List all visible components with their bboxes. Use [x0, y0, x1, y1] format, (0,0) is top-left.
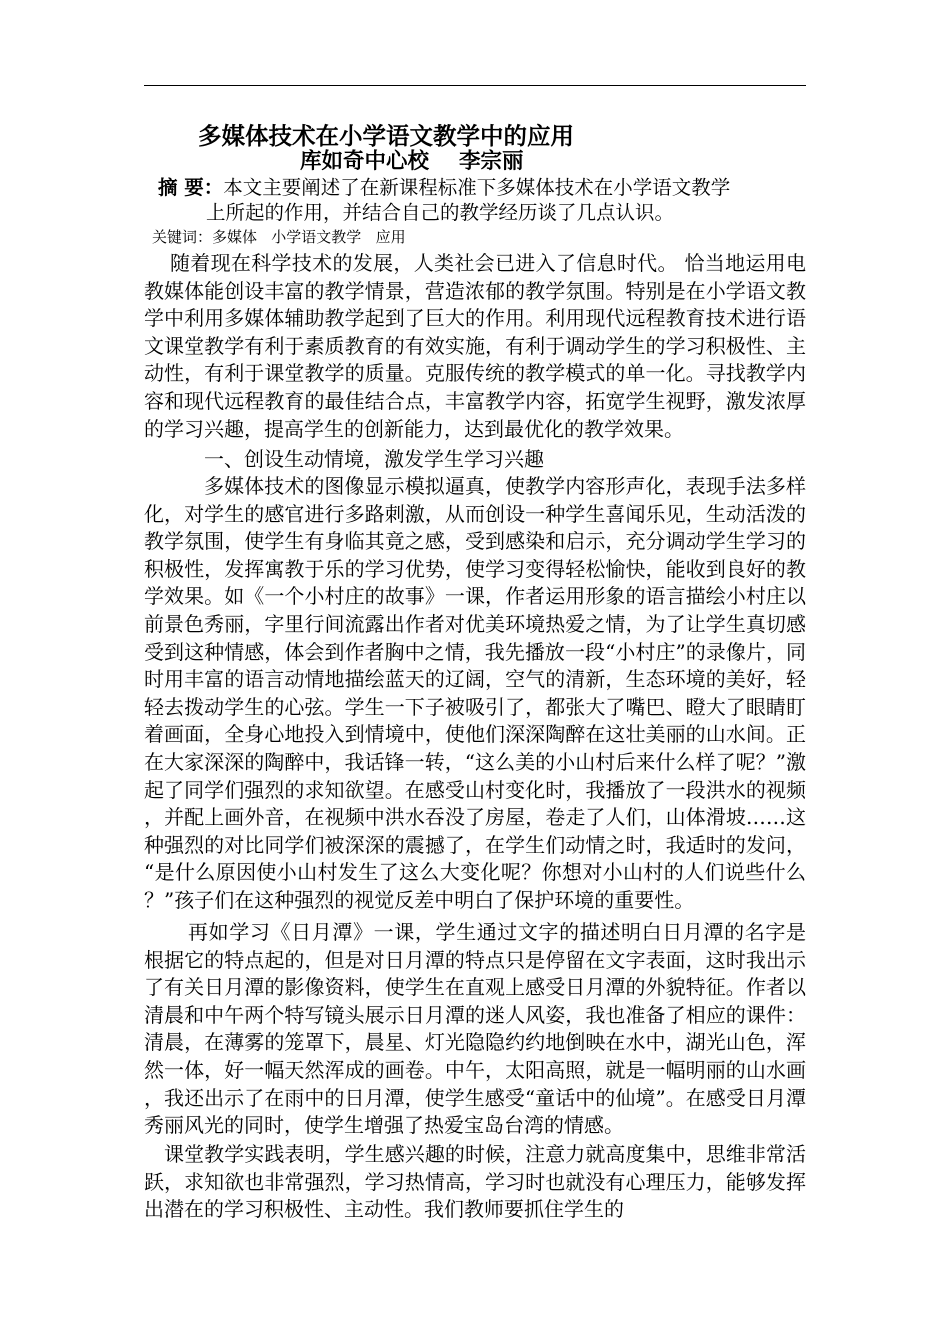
- intro-paragraph: 随着现在科学技术的发展，人类社会已进入了信息时代。 恰当地运用电教媒体能创设丰富的教学情景，营造浓郁的教学氛围。特别是在小学语文教学中利用多媒体辅助教学起到了巨大的作用。利用现代远程教育技术进行语文课堂教学有利于素质教育的有效实施，有利于调动学生的学习积极性、主动性，有利于课堂教学的质量。克服传统的教学模式的单一化。寻找教学内容和现代远程教育的最佳结合点，丰富教学内容，拓宽学生视野，激发浓厚的学习兴趣，提高学生的创新能力，达到最优化的教学效果。: [144, 251, 806, 441]
- header-rule: [144, 85, 806, 86]
- abstract-label: 摘 要：: [158, 176, 224, 199]
- keywords-line: 关键词：多媒体 小学语文教学 应用: [152, 228, 406, 246]
- abstract-text-1: 本文主要阐述了在新课程标准下多媒体技术在小学语文教学: [223, 176, 731, 199]
- section-heading-1: 一、创设生动情境，激发学生学习兴趣: [204, 447, 544, 471]
- abstract-line-2: 上所起的作用，并结合自己的教学经历谈了几点认识。: [206, 201, 675, 224]
- section1-paragraph-2: 再如学习《日月潭》一课，学生通过文字的描述明白日月潭的名字是根据它的特点起的，但是对日月潭的特点只是停留在文字表面，这时我出示了有关日月潭的影像资料，使学生在直观上感受日月潭的外貌特征。作者以清晨和中午两个特写镜头展示日月潭的迷人风姿，我也准备了相应的课件：清晨，在薄雾的笼罩下，晨星、灯光隐隐约约地倒映在水中，湖光山色，浑然一体，好一幅天然浑成的画卷。中午，太阳高照，就是一幅明丽的山水画，我还出示了在雨中的日月潭，使学生感受“童话中的仙境”。在感受日月潭秀丽风光的同时，使学生增强了热爱宝岛台湾的情感。: [144, 920, 806, 1138]
- abstract-line-1: [158, 175, 730, 201]
- document-title: 多媒体技术在小学语文教学中的应用: [198, 122, 574, 150]
- section1-paragraph-3: 课堂教学实践表明，学生感兴趣的时候，注意力就高度集中，思维非常活跃，求知欲也非常强烈，学习热情高，学习时也就没有心理压力，能够发挥出潜在的学习积极性、主动性。我们教师要抓住学生的: [144, 1142, 806, 1222]
- author-line: 库如奇中心校 李宗丽: [300, 149, 524, 174]
- section1-paragraph-1: 多媒体技术的图像显示模拟逼真，使教学内容形声化，表现手法多样化，对学生的感官进行多路刺激，从而创设一种学生喜闻乐见，生动活泼的教学氛围，使学生有身临其竟之感，受到感染和启示，充分调动学生学习的积极性，发挥寓教于乐的学习优势，使学习变得轻松愉快，能收到良好的教学效果。如《一个小村庄的故事》一课，作者运用形象的语言描绘小村庄以前景色秀丽，字里行间流露出作者对优美环境热爱之情，为了让学生真切感受到这种情感，体会到作者胸中之情，我先播放一段“小村庄”的录像片，同时用丰富的语言动情地描绘蓝天的辽阔，空气的清新，生态环境的美好，轻轻去拨动学生的心弦。学生一下子被吸引了，都张大了嘴巴、瞪大了眼睛盯着画面，全身心地投入到情境中，使他们深深陶醉在这壮美丽的山水间。正在大家深深的陶醉中，我话锋一转，“这么美的小山村后来什么样了呢？”激起了同学们强烈的求知欲望。在感受山村变化时，我播放了一段洪水的视频，并配上画外音，在视频中洪水吞没了房屋，卷走了人们，山体滑坡……这种强烈的对比同学们被深深的震撼了，在学生们动情之时，我适时的发问，“是什么原因使小山村发生了这么大变化呢？你想对小山村的人们说些什么？”孩子们在这种强烈的视觉反差中明白了保护环境的重要性。: [144, 474, 806, 912]
